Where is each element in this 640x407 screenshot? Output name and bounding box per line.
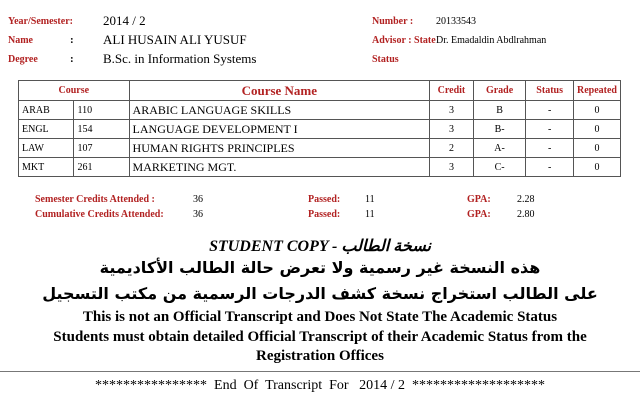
english-notice-line-3: Registration Offices [256, 348, 384, 364]
english-notice-line-2: Students must obtain detailed Official Transcript of their Academic Status from the [53, 329, 587, 345]
course-grade: C- [473, 158, 526, 177]
number-label: Number : [372, 16, 414, 27]
name-label: Name [8, 35, 33, 46]
semester-credits-value: 36 [193, 194, 203, 205]
cumulative-credits-value: 36 [193, 209, 203, 220]
header-course: Course [19, 81, 130, 101]
table-header-row [19, 81, 621, 101]
arabic-notice-line-1: هذه النسخة غير رسمية ولا تعرض حالة الطالب الأكاديمية [99, 258, 541, 277]
header-grade: Grade [473, 81, 526, 101]
year-semester-value: 2014 / 2 [103, 13, 146, 28]
course-grade: A- [473, 139, 526, 158]
advisor-value: Dr. Emadaldin Abdlrahman [436, 35, 547, 46]
course-grade: B- [473, 120, 526, 139]
semester-passed-value: 11 [365, 194, 375, 205]
course-name: ARABIC LANGUAGE SKILLS [129, 101, 430, 120]
table-row [19, 120, 621, 139]
semester-gpa-label: GPA: [467, 194, 491, 205]
course-dept: LAW [19, 139, 74, 158]
cumulative-passed-value: 11 [365, 209, 375, 220]
arabic-notice-line-2: على الطالب استخراج نسخة كشف الدرجات الرسمية من مكتب التسجيل [42, 284, 598, 303]
table-row [19, 158, 621, 177]
semester-passed-label: Passed: [308, 194, 341, 205]
course-status: - [526, 139, 574, 158]
cumulative-gpa-value: 2.80 [517, 209, 535, 220]
course-repeated: 0 [573, 158, 620, 177]
course-number: 110 [74, 101, 129, 120]
course-dept: ENGL [19, 120, 74, 139]
course-repeated: 0 [573, 139, 620, 158]
advisor-label: Advisor : State [372, 35, 436, 46]
course-credit: 3 [430, 158, 474, 177]
course-dept: MKT [19, 158, 74, 177]
course-number: 261 [74, 158, 129, 177]
course-number: 107 [74, 139, 129, 158]
cumulative-credits-label: Cumulative Credits Attended: [35, 209, 164, 220]
course-dept: ARAB [19, 101, 74, 120]
course-name: LANGUAGE DEVELOPMENT I [129, 120, 430, 139]
footer-divider [0, 371, 640, 372]
degree-label: Degree [8, 54, 38, 65]
year-semester-label: Year/Semester: [8, 16, 73, 27]
student-copy-title: STUDENT COPY - نسخة الطالب [209, 238, 431, 255]
end-of-transcript: **************** End Of Transcript For 2014 / 2 ******************* [95, 378, 545, 393]
cumulative-gpa-label: GPA: [467, 209, 491, 220]
header-repeated: Repeated [573, 81, 620, 101]
english-notice-line-1: This is not an Official Transcript and Does Not State The Academic Status [82, 309, 558, 325]
table-row [19, 139, 621, 158]
header-status: Status [526, 81, 574, 101]
course-status: - [526, 101, 574, 120]
course-grade: B [473, 101, 526, 120]
course-name: MARKETING MGT. [129, 158, 430, 177]
semester-credits-label: Semester Credits Attended : [35, 194, 155, 205]
header-course-name: Course Name [129, 81, 430, 101]
course-status: - [526, 120, 574, 139]
course-name: HUMAN RIGHTS PRINCIPLES [129, 139, 430, 158]
header-credit: Credit [430, 81, 474, 101]
student-name-value: ALI HUSAIN ALI YUSUF [103, 32, 247, 47]
status-label: Status [372, 54, 399, 65]
name-colon: : [70, 34, 74, 46]
courses-table [18, 80, 621, 177]
course-status: - [526, 158, 574, 177]
course-repeated: 0 [573, 120, 620, 139]
cumulative-passed-label: Passed: [308, 209, 341, 220]
semester-gpa-value: 2.28 [517, 194, 535, 205]
table-row [19, 101, 621, 120]
degree-colon: : [70, 53, 74, 65]
degree-value: B.Sc. in Information Systems [103, 51, 257, 66]
course-credit: 3 [430, 120, 474, 139]
course-repeated: 0 [573, 101, 620, 120]
course-number: 154 [74, 120, 129, 139]
number-value: 20133543 [436, 16, 476, 27]
course-credit: 3 [430, 101, 474, 120]
course-credit: 2 [430, 139, 474, 158]
